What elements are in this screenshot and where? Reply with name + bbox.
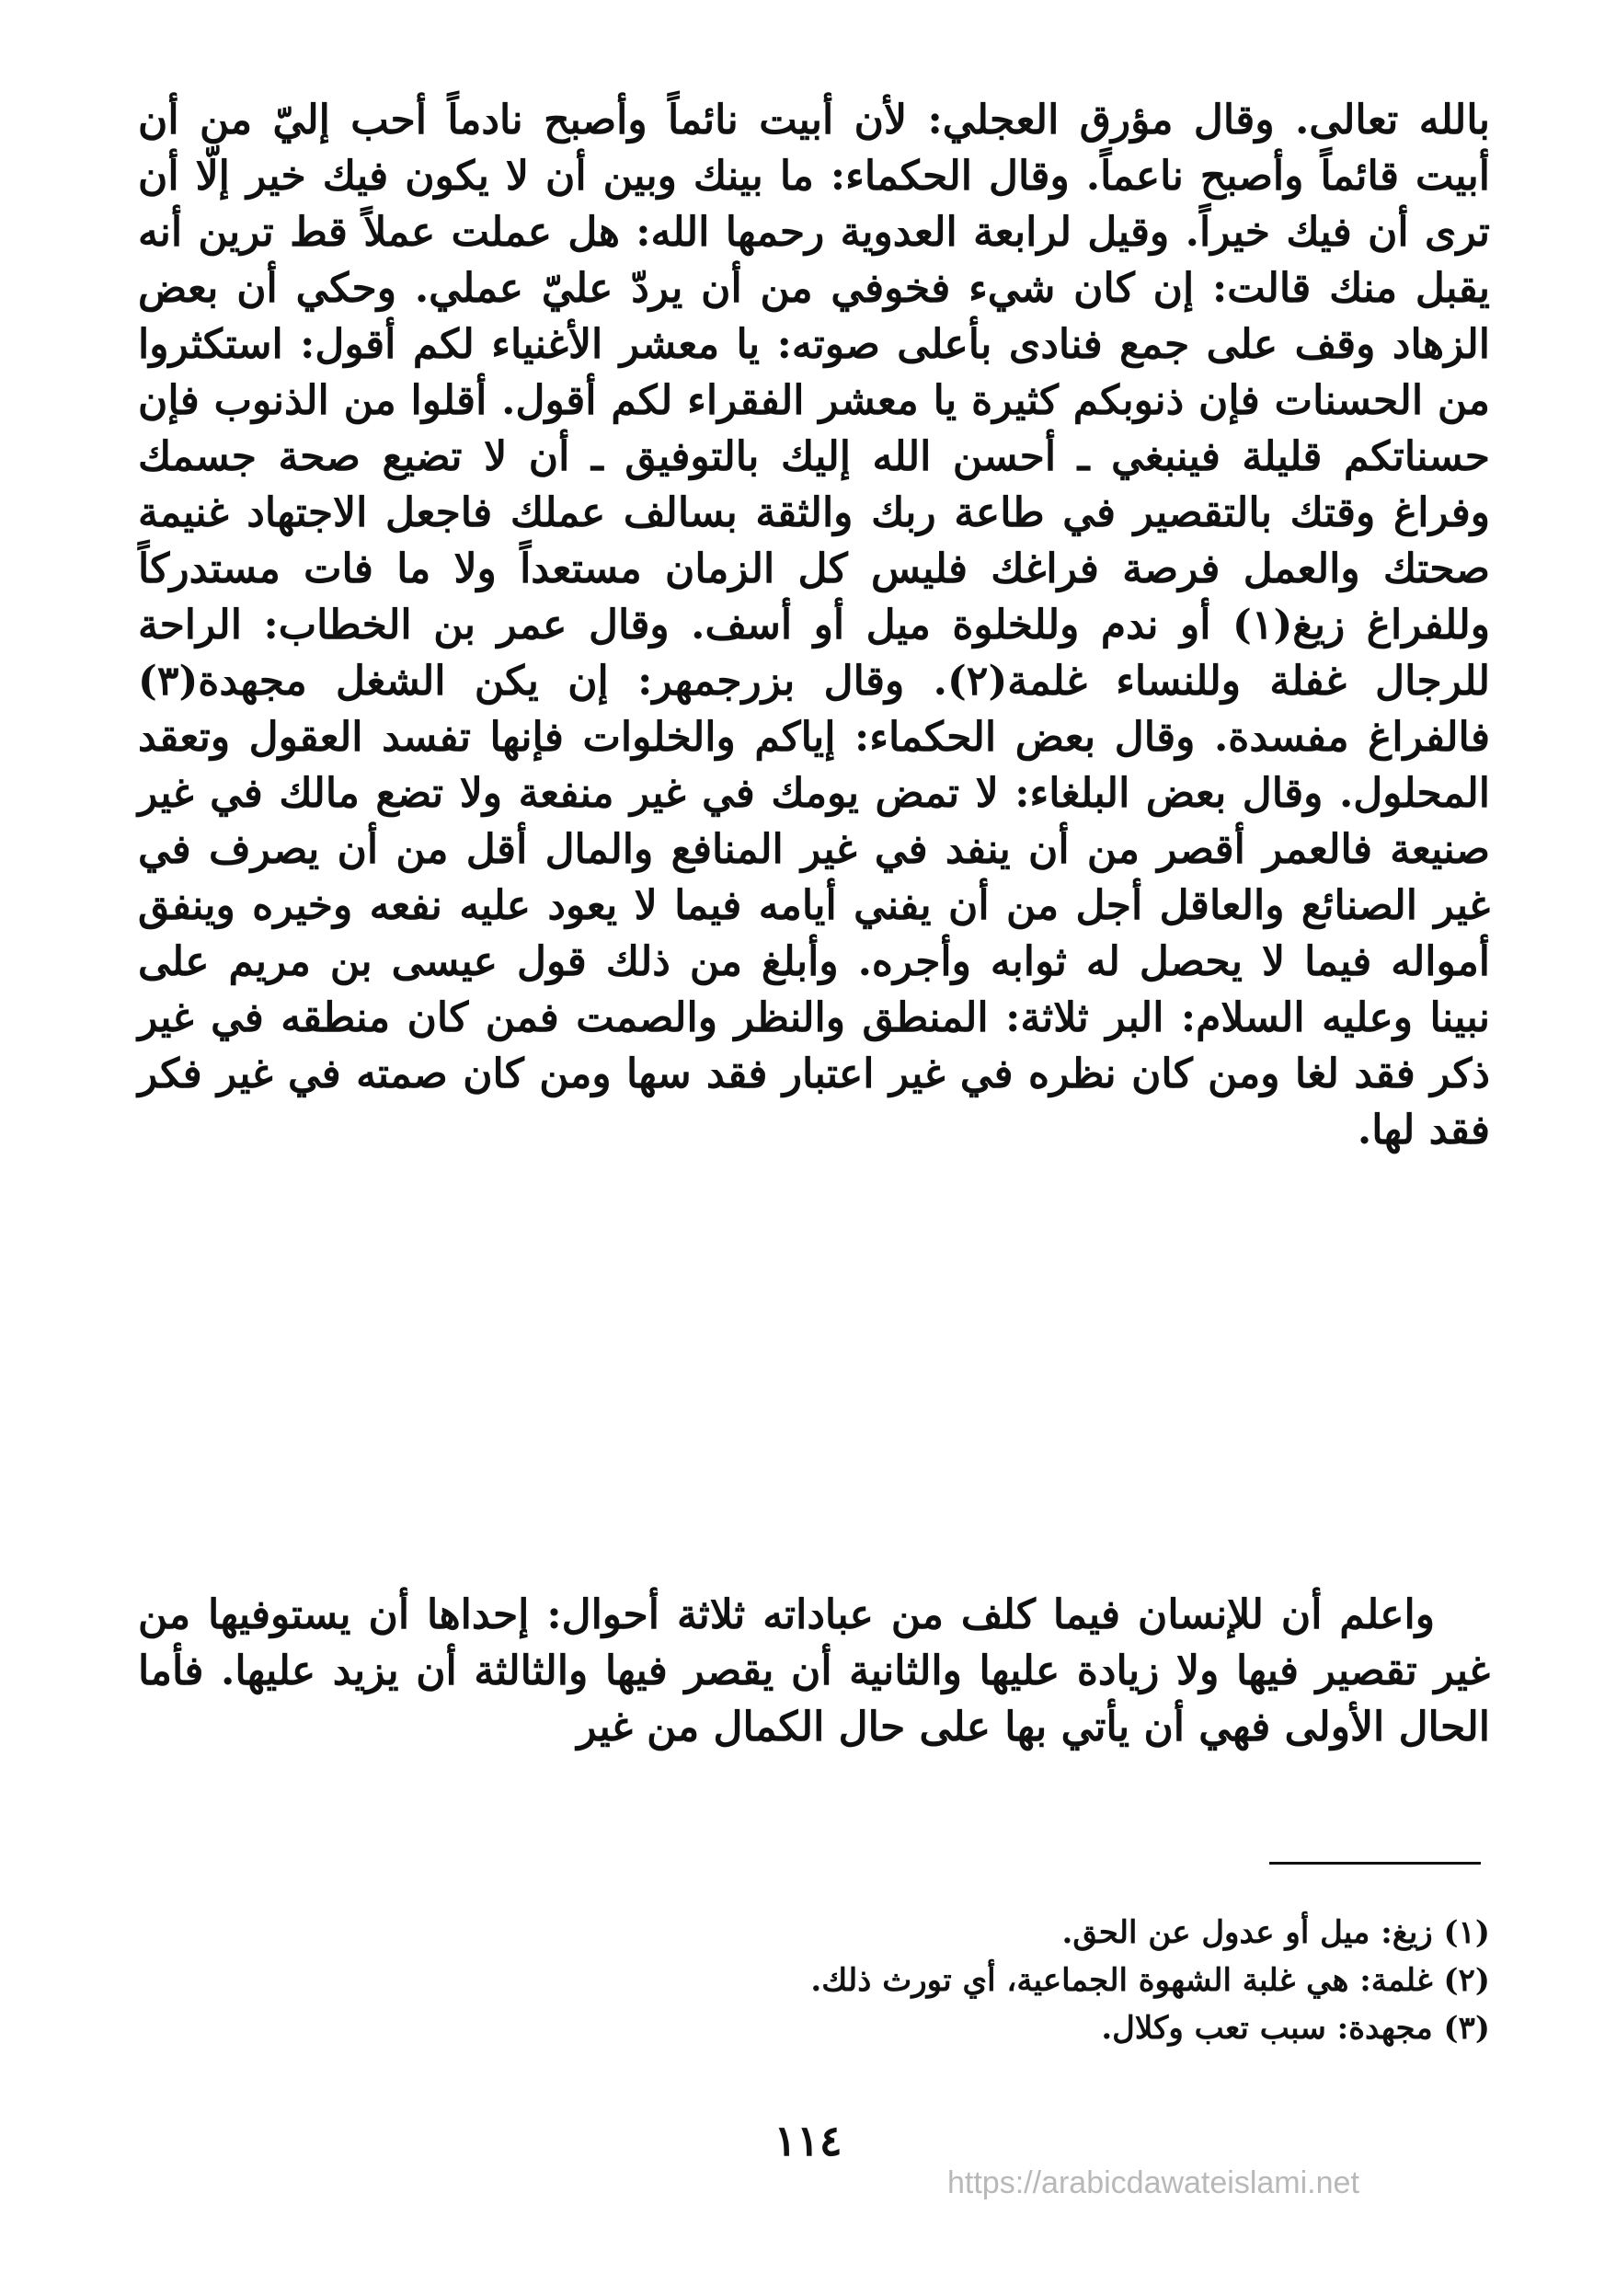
footnote-2: (٢) غلمة: هي غلبة الشهوة الجماعية، أي تورث ذلك. <box>810 1962 1490 1999</box>
watermark-url: https://arabicdawateislami.net <box>947 2165 1359 2200</box>
main-paragraph: بالله تعالى. وقال مؤرق العجلي: لأن أبيت نائماً وأصبح نادماً أحب إليّ من أن أبيت قائماً وأصبح ناعماً. وقال الحكماء: ما بينك وبين أن لا يكون فيك خير إلّا أن ترى أن فيك خيراً. وقيل لرابعة العدوية رحمها الله: هل عملت عملاً قط ترين أنه يقبل منك قالت: إن كان شيء فخوفي من أن يردّ عليّ عملي. وحكي أن بعض الزهاد وقف على جمع فنادى بأعلى صوته: يا معشر الأغنياء لكم أقول: استكثروا من الحسنات فإن ذنوبكم كثيرة يا معشر الفقراء لكم أقول. أقلوا من الذنوب فإن حسناتكم قليلة فينبغي ـ أحسن الله إليك بالتوفيق ـ أن لا تضيع صحة جسمك وفراغ وقتك بالتقصير في طاعة ربك والثقة بسالف عملك فاجعل الاجتهاد غنيمة صحتك والعمل فرصة فراغك فليس كل الزمان مستعداً ولا ما فات مستدركاً وللفراغ زيغ(١) أو ندم وللخلوة ميل أو أسف. وقال عمر بن الخطاب: الراحة للرجال غفلة وللنساء غلمة(٢). وقال بزرجمهر: إن يكن الشغل مجهدة(٣) فالفراغ مفسدة. وقال بعض الحكماء: إياكم والخلوات فإنها تفسد العقول وتعقد المحلول. وقال بعض البلغاء: لا تمض يومك في غير منفعة ولا تضع مالك في غير صنيعة فالعمر أقصر من أن ينفد في غير المنافع والمال أقل من أن يصرف في غير الصنائع والعاقل أجل من أن يفني أيامه فيما لا يعود عليه نفعه وخيره وينفق أمواله فيما لا يحصل له ثوابه وأجره. وأبلغ من ذلك قول عيسى بن مريم على نبينا وعليه السلام: البر ثلاثة: المنطق والنظر والصمت فمن كان منطقه في غير ذكر فقد لغا ومن كان نظره في غير اعتبار فقد سها ومن كان صمته في غير فكر فقد لها. <box>138 97 1490 1154</box>
footnote-3: (٣) مجهدة: سبب تعب وكلال. <box>1101 2010 1490 2047</box>
second-paragraph: واعلم أن للإنسان فيما كلف من عباداته ثلاثة أحوال: إحداها أن يستوفيها من غير تقصير فيها ولا زيادة عليها والثانية أن يقصر فيها والثالثة أن يزيد عليها. فأما الحال الأولى فهي أن يأتي بها على حال الكمال من غير <box>138 1591 1490 1751</box>
page-number: ١١٤ <box>774 2116 842 2165</box>
footnote-separator <box>1269 1862 1481 1865</box>
footnote-1: (١) زيغ: ميل أو عدول عن الحق. <box>1061 1914 1490 1951</box>
footnotes <box>138 1909 1490 2052</box>
